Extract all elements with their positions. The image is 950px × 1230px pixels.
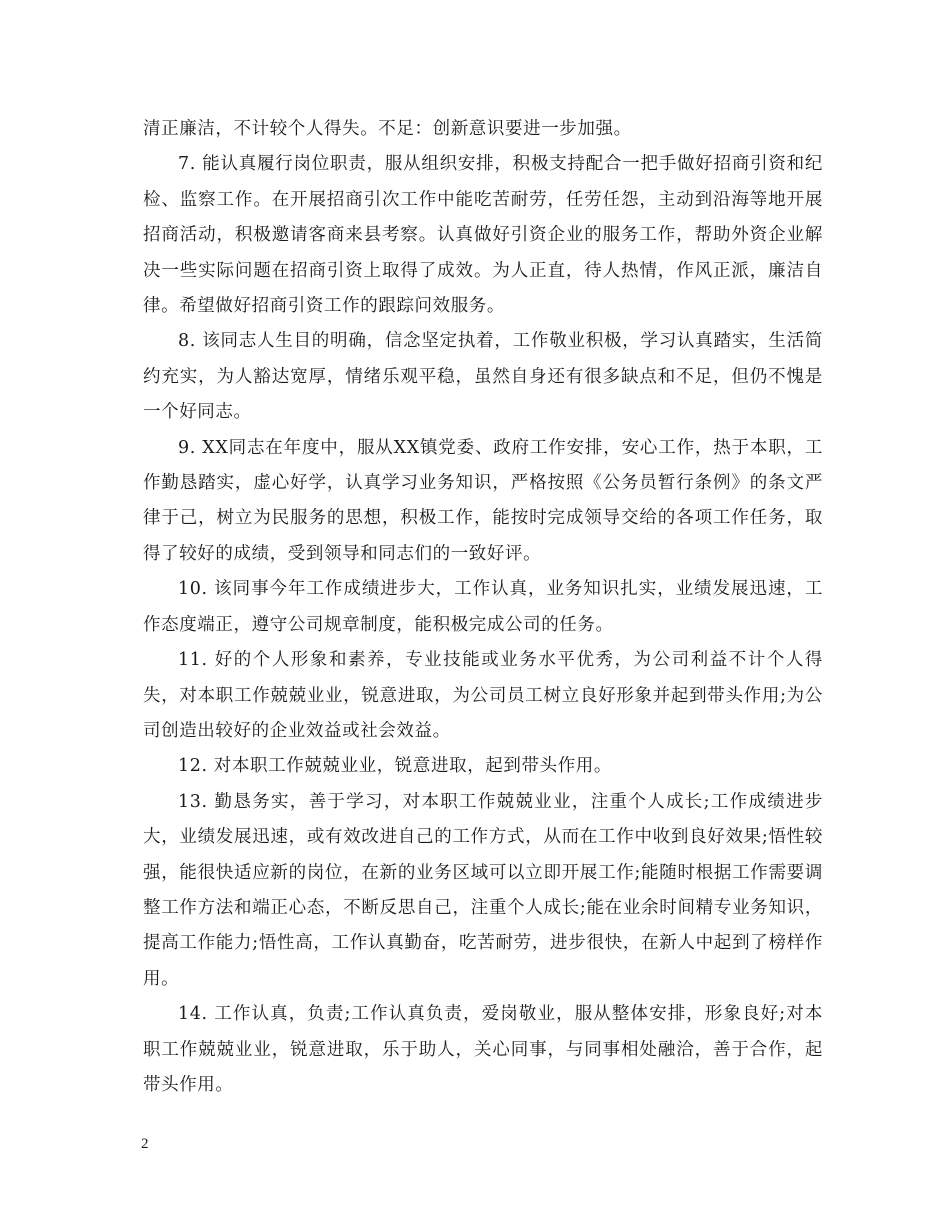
paragraph-item-13: 13. 勤恳务实，善于学习，对本职工作兢兢业业，注重个人成长;工作成绩进步大，业绩发展迅速，或有效改进自己的工作方式，从而在工作中收到良好效果;悟性较强，能很快适应新的岗位，在新的业务区域可以立即开展工作;能随时根据工作需要调整工作方法和端正心态，不断反思自己，注重个人成长;能在业余时间精专业务知识，提高工作能力;悟性高，工作认真勤奋，吃苦耐劳，进步很快，在新人中起到了榜样作用。 (143, 791, 823, 989)
paragraph-item-10: 10. 该同事今年工作成绩进步大，工作认真，业务知识扎实，业绩发展迅速，工作态度端正，遵守公司规章制度，能积极完成公司的任务。 (143, 579, 823, 635)
paragraph-continuation: 清正廉洁，不计较个人得失。不足：创新意识要进一步加强。 (143, 119, 632, 139)
page-number: 2 (141, 1136, 149, 1152)
paragraph-item-12: 12. 对本职工作兢兢业业，锐意进取，起到带头作用。 (178, 756, 612, 777)
paragraph-item-7: 7. 能认真履行岗位职责，服从组织安排，积极支持配合一把手做好招商引资和纪检、监察工作。在开展招商引次工作中能吃苦耐劳，任劳任怨，主动到沿海等地开展招商活动，积极邀请客商来县考察。认真做好引资企业的服务工作，帮助外资企业解决一些实际问题在招商引资上取得了成效。为人正直，待人热情，作风正派，廉洁自律。希望做好招商引资工作的跟踪问效服务。 (143, 154, 823, 317)
document-body (143, 112, 823, 1103)
paragraph-item-14: 14. 工作认真，负责;工作认真负责，爱岗敬业，服从整体安排，形象良好;对本职工作兢兢业业，锐意进取，乐于助人，关心同事，与同事相处融洽，善于合作，起带头作用。 (143, 1004, 823, 1095)
paragraph-item-8: 8. 该同志人生目的明确，信念坚定执着，工作敬业积极，学习认真踏实，生活简约充实，为人豁达宽厚，情绪乐观平稳，虽然自身还有很多缺点和不足，但仍不愧是一个好同志。 (143, 331, 823, 423)
paragraph-item-11: 11. 好的个人形象和素养，专业技能或业务水平优秀，为公司利益不计个人得失，对本职工作兢兢业业，锐意进取，为公司员工树立良好形象并起到带头作用;为公司创造出较好的企业效益或社会效益。 (143, 650, 823, 741)
paragraph-item-9: 9. XX同志在年度中，服从XX镇党委、政府工作安排，安心工作，热于本职，工作勤恳踏实，虚心好学，认真学习业务知识，严格按照《公务员暂行条例》的条文严律于己，树立为民服务的思想，积极工作，能按时完成领导交给的各项工作任务，取得了较好的成绩，受到领导和同志们的一致好评。 (143, 437, 823, 564)
